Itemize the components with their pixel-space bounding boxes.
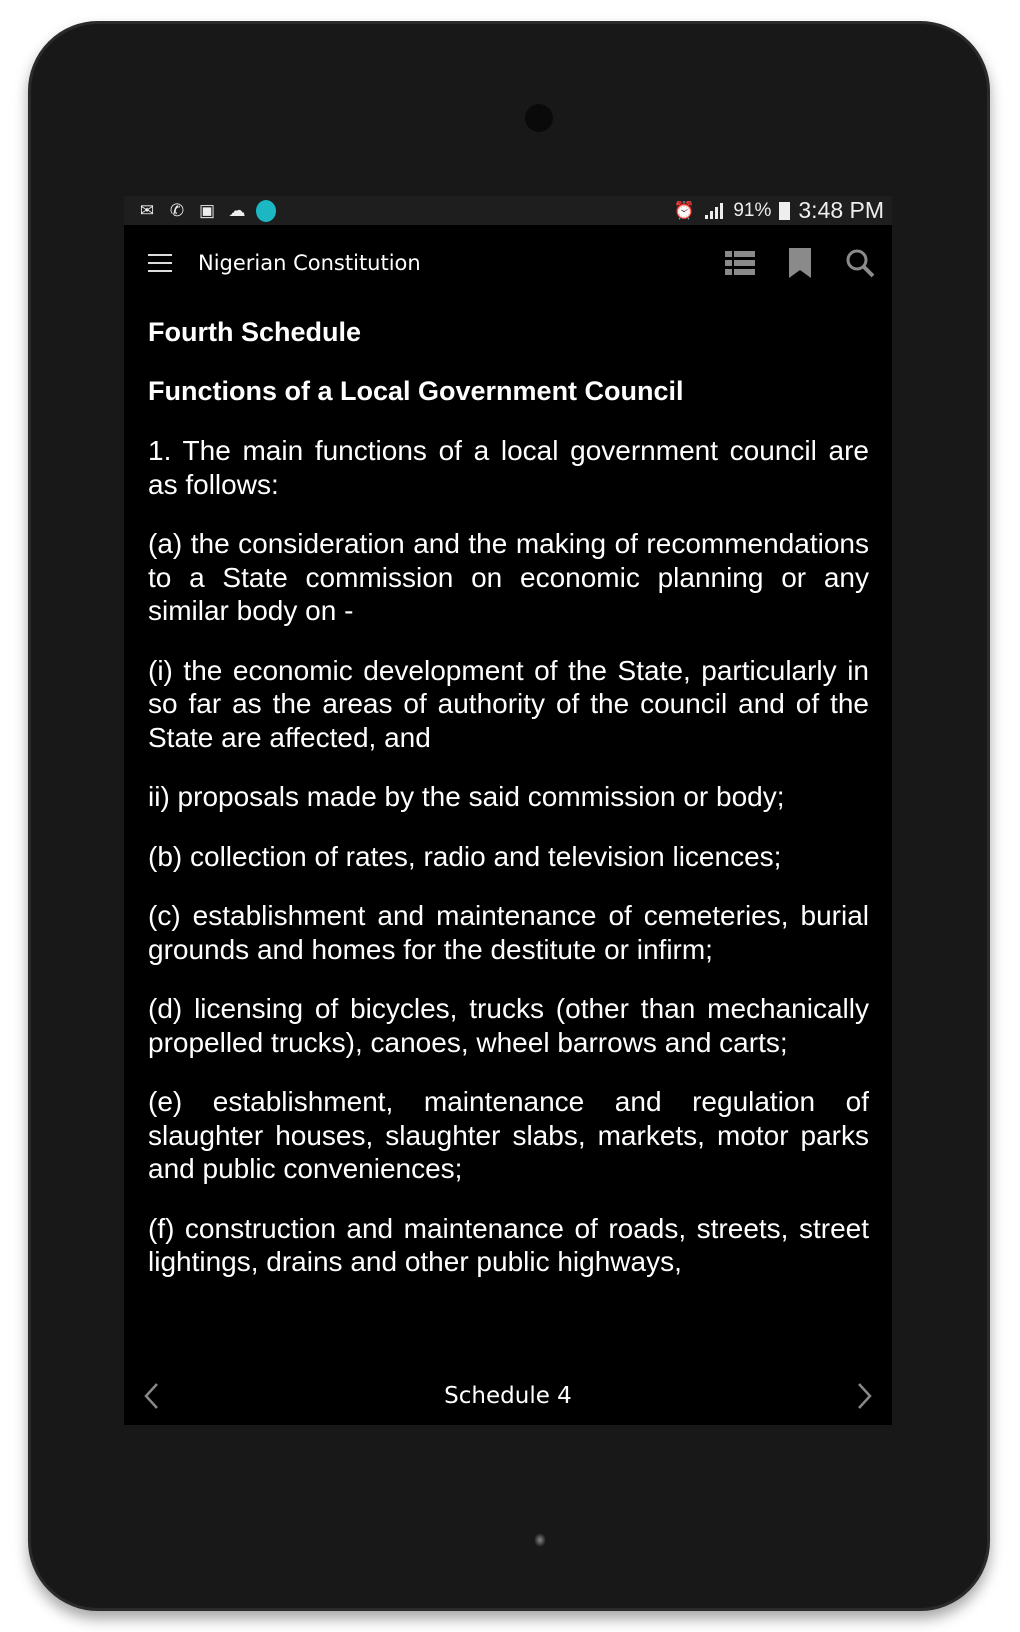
schedule-heading: Fourth Schedule xyxy=(148,317,362,347)
next-chevron-icon[interactable] xyxy=(850,1376,880,1416)
battery-percent: 91% xyxy=(733,199,772,221)
section-heading: Functions of a Local Government Council xyxy=(148,376,684,406)
menu-icon[interactable] xyxy=(148,254,172,272)
paragraph: (d) licensing of bicycles, trucks (other than mechanically propelled trucks), canoes, wheel barrows and carts; xyxy=(148,993,869,1058)
battery-icon xyxy=(779,202,790,220)
app-notification-icon xyxy=(256,200,276,222)
cloud-icon: ☁ xyxy=(228,200,246,220)
paragraph: (b) collection of rates, radio and television licences; xyxy=(148,840,782,872)
gallery-icon: ▣ xyxy=(198,200,216,220)
bookmark-icon[interactable] xyxy=(782,245,818,281)
paragraph: (a) the consideration and the making of recommendations to a State commission on economic planning or any similar body on - xyxy=(148,528,869,626)
paragraph: ii) proposals made by the said commission or body; xyxy=(148,781,785,812)
clock: 3:48 PM xyxy=(798,197,884,223)
schedule-label: Schedule 4 xyxy=(444,1383,572,1409)
signal-icon xyxy=(703,202,725,220)
alarm-icon: ⏰ xyxy=(673,200,695,220)
paragraph: (f) construction and maintenance of roads, streets, street lightings, drains and other public highways, xyxy=(148,1212,869,1277)
app-bar xyxy=(124,225,892,300)
mail-icon: ✉ xyxy=(139,200,155,220)
search-icon[interactable] xyxy=(842,245,878,281)
bottom-navigation xyxy=(124,1367,892,1425)
paragraph: (e) establishment, maintenance and regulation of slaughter houses, slaughter slabs, markets, motor parks and public conveniences; xyxy=(148,1086,869,1184)
home-indicator xyxy=(534,1533,546,1547)
status-bar xyxy=(124,196,892,225)
app-title: Nigerian Constitution xyxy=(198,250,421,275)
paragraph: (c) establishment and maintenance of cemeteries, burial grounds and homes for the destitute or infirm; xyxy=(148,900,869,965)
document-content xyxy=(148,300,869,1365)
previous-chevron-icon[interactable] xyxy=(136,1376,166,1416)
whatsapp-icon: ✆ xyxy=(169,200,185,220)
paragraph: (i) the economic development of the State, particularly in so far as the areas of authority of the council and of the State are affected, and xyxy=(148,654,869,753)
paragraph: 1. The main functions of a local government council are as follows: xyxy=(148,435,869,500)
screen xyxy=(124,196,892,1425)
front-camera xyxy=(525,104,553,132)
contents-list-icon[interactable] xyxy=(722,245,758,281)
